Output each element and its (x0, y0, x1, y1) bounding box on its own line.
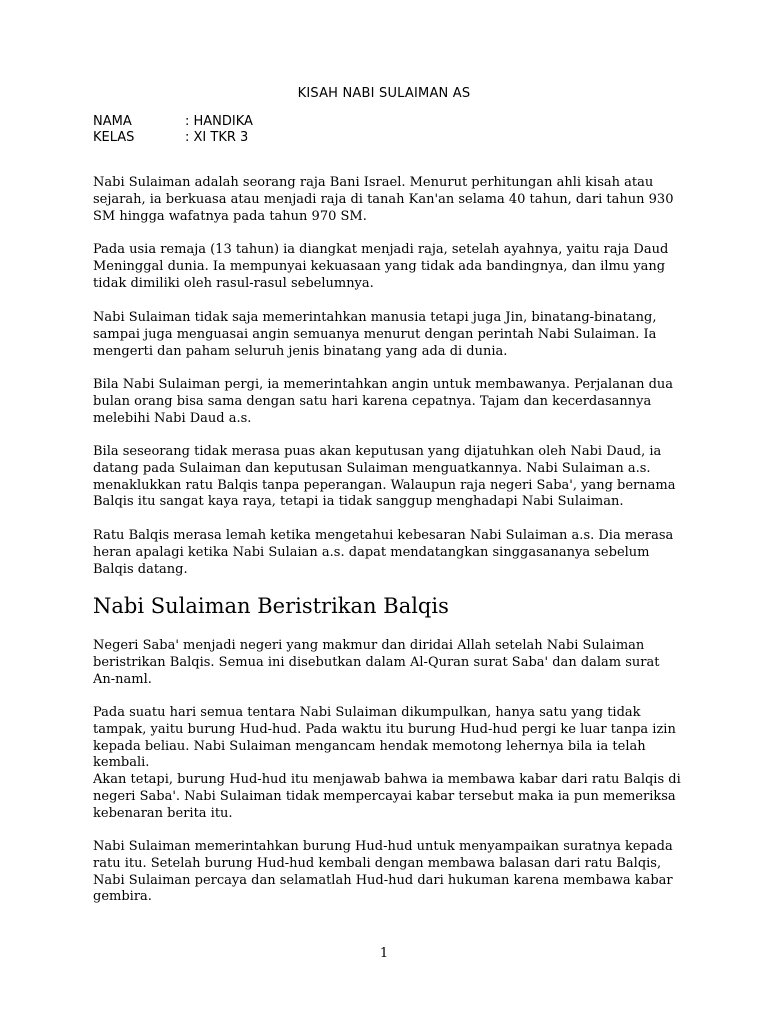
name-row (93, 114, 253, 130)
page-number: 1 (379, 946, 389, 961)
name-value: : HANDIKA (185, 114, 253, 129)
student-info (93, 114, 253, 146)
paragraph-2: Pada usia remaja (13 tahun) ia diangkat menjadi raja, setelah ayahnya, yaitu raja Daud Meninggal dunia. Ia mempunyai kekuasaan yang tidak ada bandingnya, dan ilmu yang tidak dimiliki oleh rasul-rasul sebelumnya. (93, 242, 669, 291)
class-value: : XI TKR 3 (185, 130, 249, 145)
name-label: NAMA (93, 114, 132, 129)
section-paragraph-2: Pada suatu hari semua tentara Nabi Sulaiman dikumpulkan, hanya satu yang tidak tampak, yaitu burung Hud-hud. Pada waktu itu burung Hud-hud pergi ke luar tanpa izin kepada beliau. Nabi Sulaiman mengancam hendak memotong lehernya bila ia telah kembali. (93, 705, 676, 771)
section-paragraph-4: Nabi Sulaiman memerintahkan burung Hud-hud untuk menyampaikan suratnya kepada ratu itu. Setelah burung Hud-hud kembali dengan membawa balasan dari ratu Balqis, Nabi Sulaiman percaya dan selamatlah Hud-hud dari hukuman karena membawa kabar gembira. (93, 839, 673, 905)
document-title: KISAH NABI SULAIMAN AS (297, 86, 471, 101)
section-paragraph-1: Negeri Saba' menjadi negeri yang makmur dan diridai Allah setelah Nabi Sulaiman beristrikan Balqis. Semua ini disebutkan dalam Al-Quran surat Saba' dan dalam surat An-naml. (93, 638, 660, 687)
paragraph-6: Ratu Balqis merasa lemah ketika mengetahui kebesaran Nabi Sulaiman a.s. Dia merasa heran apalagi ketika Nabi Sulaian a.s. dapat mendatangkan singgasananya sebelum Balqis datang. (93, 528, 674, 577)
paragraph-1: Nabi Sulaiman adalah seorang raja Bani Israel. Menurut perhitungan ahli kisah atau sejarah, ia berkuasa atau menjadi raja di tanah Kan'an selama 40 tahun, dari tahun 930 SM hingga wafatnya pada tahun 970 SM. (93, 175, 674, 224)
class-label: KELAS (93, 130, 135, 145)
section-paragraph-3: Akan tetapi, burung Hud-hud itu menjawab bahwa ia membawa kabar dari ratu Balqis di negeri Saba'. Nabi Sulaiman tidak mempercayai kabar tersebut maka ia pun memeriksa kebenaran berita itu. (93, 772, 681, 821)
paragraph-3: Nabi Sulaiman tidak saja memerintahkan manusia tetapi juga Jin, binatang-binatang, sampai juga menguasai angin semuanya menurut dengan perintah Nabi Sulaiman. Ia mengerti dan paham seluruh jenis binatang yang ada di dunia. (93, 310, 657, 359)
section-heading: Nabi Sulaiman Beristrikan Balqis (93, 594, 449, 618)
paragraph-5: Bila seseorang tidak merasa puas akan keputusan yang dijatuhkan oleh Nabi Daud, ia datang pada Sulaiman dan keputusan Sulaiman menguatkannya. Nabi Sulaiman a.s. menaklukkan ratu Balqis tanpa peperangan. Walaupun raja negeri Saba', yang bernama Balqis itu sangat kaya raya, tetapi ia tidak sanggup menghadapi Nabi Sulaiman. (93, 444, 676, 510)
class-row (93, 130, 253, 146)
paragraph-4: Bila Nabi Sulaiman pergi, ia memerintahkan angin untuk membawanya. Perjalanan dua bulan orang bisa sama dengan satu hari karena cepatnya. Tajam dan kecerdasannya melebihi Nabi Daud a.s. (93, 377, 674, 426)
